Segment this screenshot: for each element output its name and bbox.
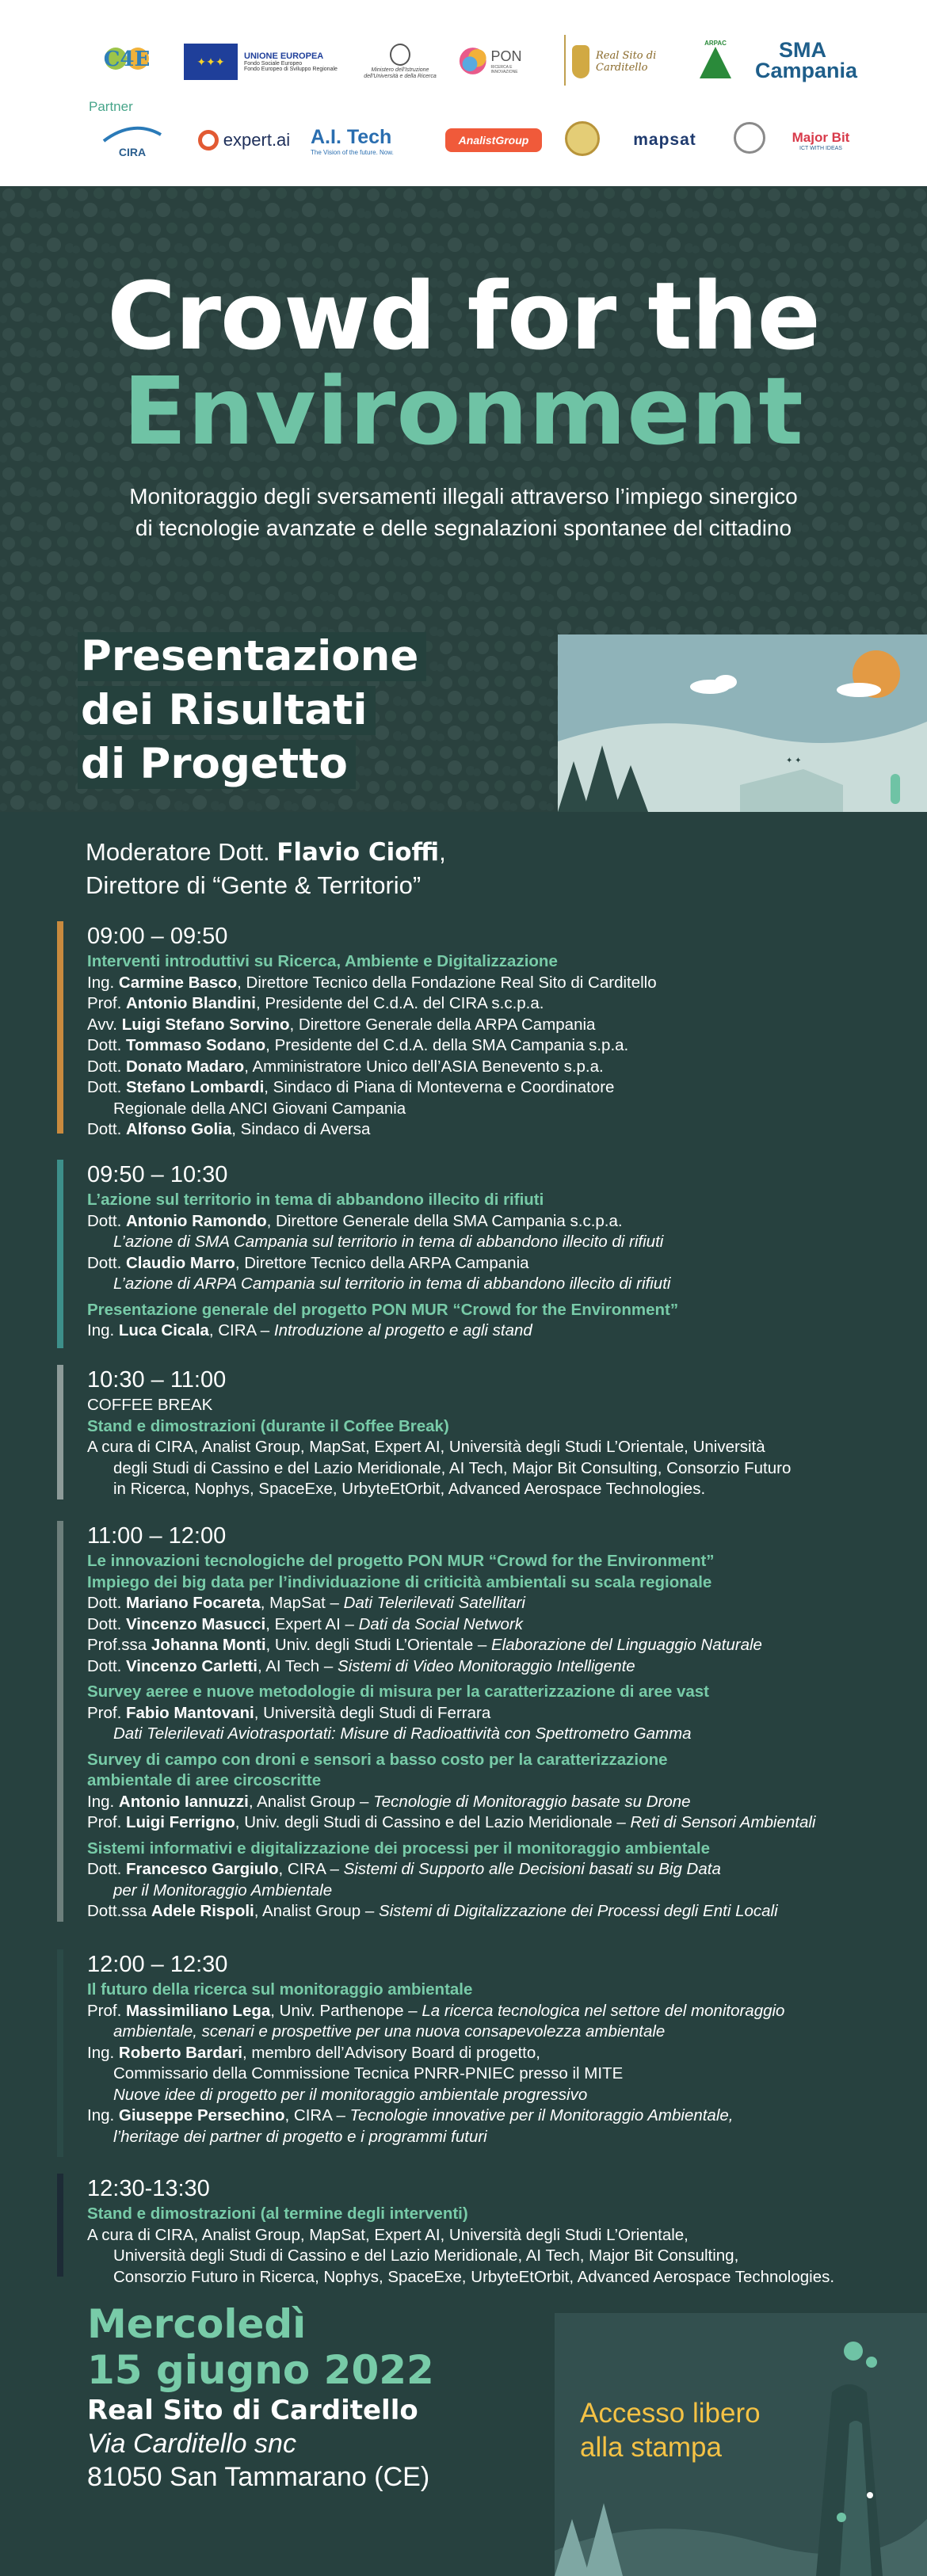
speaker-line: Prof.ssa Johanna Monti, Univ. degli Studi L’Orientale – Elaborazione del Linguaggio Naturale: [87, 1636, 762, 1654]
venue-name: Real Sito di Carditello: [87, 2395, 418, 2426]
presentation-line3: di Progetto: [78, 740, 356, 789]
program-block-0900: [57, 921, 897, 1141]
eu-logo-sub2: Fondo Europeo di Sviluppo Regionale: [244, 67, 338, 72]
pon-logo-text: PON: [490, 48, 522, 64]
speaker-line: Ing. Antonio Iannuzzi, Analist Group – Tecnologie di Monitoraggio basate su Drone: [87, 1792, 691, 1811]
pon-logo-mark: [458, 45, 487, 77]
program-bar: [57, 1949, 63, 2157]
speaker-line: Prof. Fabio Mantovani, Università degli Studi di Ferrara: [87, 1703, 491, 1722]
mapsat-logo: [613, 127, 716, 154]
talk-title: ambientale, scenari e prospettive per una nuova consapevolezza ambientale: [113, 2022, 666, 2041]
talk-title: per il Monitoraggio Ambientale: [113, 1881, 333, 1900]
real-sito-text: Real Sito di Carditello: [596, 50, 657, 74]
section-title: Survey di campo con droni e sensori a basso costo per la caratterizzazione: [87, 1750, 668, 1769]
speaker-line: Ing. Carmine Basco, Direttore Tecnico della Fondazione Real Sito di Carditello: [87, 973, 657, 992]
talk-title: Nuove idee di progetto per il monitoraggio ambientale progressivo: [113, 2085, 588, 2104]
sma-campania-text: SMA Campania: [755, 38, 858, 82]
university-seal-icon: [734, 122, 765, 154]
landscape-illustration: [558, 634, 927, 812]
speaker-line: Prof. Massimiliano Lega, Univ. Parthenope – La ricerca tecnologica nel settore del monitoraggio: [87, 2001, 785, 2020]
presentation-line2: dei Risultati: [78, 686, 376, 735]
analist-group-logo: [445, 128, 542, 152]
speaker-line: Dott. Donato Madaro, Amministratore Unico dell’ASIA Benevento s.p.a.: [87, 1057, 604, 1076]
section-title: Interventi introduttivi su Ricerca, Ambiente e Digitalizzazione: [87, 952, 558, 970]
analist-group-text: AnalistGroup: [458, 134, 529, 147]
program-time: 12:00 – 12:30: [87, 1952, 228, 1977]
speaker-role: Commissario della Commissione Tecnica PNRR-PNIEC presso il MITE: [113, 2064, 624, 2083]
section-title: Stand e dimostrazioni (durante il Coffee Break): [87, 1416, 449, 1435]
program-time: 09:00 – 09:50: [87, 924, 228, 949]
ministry-logo-text: Ministero dell'Istruzione dell'Università e della Ricerca: [364, 67, 437, 79]
speaker-line: Dott. Vincenzo Masucci, Expert AI – Dati da Social Network: [87, 1614, 523, 1633]
eu-logo-name: UNIONE EUROPEA: [244, 51, 324, 61]
svg-text:✦ ✦: ✦ ✦: [786, 756, 802, 765]
seal-icon: [565, 121, 600, 156]
section-title: Survey aeree e nuove metodologie di misura per la caratterizzazione di aree vast: [87, 1682, 710, 1701]
speaker-line-cont: Regionale della ANCI Giovani Campania: [113, 1099, 406, 1118]
moderator-line: Moderatore Dott. Flavio Cioffi,: [86, 838, 446, 867]
program-block-1030: [57, 1365, 897, 1500]
speaker-line: Dott. Francesco Gargiulo, CIRA – Sistemi di Supporto alle Decisioni basati su Big Data: [87, 1860, 721, 1878]
stand-line: A cura di CIRA, Analist Group, MapSat, Expert AI, Università degli Studi L’Orientale, Università: [87, 1438, 765, 1456]
talk-title: L’azione di SMA Campania sul territorio in tema di abbandono illecito di rifiuti: [113, 1233, 664, 1251]
cira-logo-text: CIRA: [118, 146, 147, 158]
stand-line-cont: Università degli Studi di Cassino e del Lazio Meridionale, AI Tech, Major Bit Consulting,: [113, 2246, 739, 2265]
event-subtitle: [63, 481, 864, 544]
speaker-line: Dott.ssa Adele Rispoli, Analist Group – Sistemi di Digitalizzazione dei Processi degli Enti Locali: [87, 1902, 778, 1920]
ministry-emblem-icon: [390, 44, 410, 66]
pon-logo-sub: RICERCA E INNOVAZIONE: [490, 64, 518, 74]
program-bar: [57, 921, 63, 1134]
cfe-logo: [89, 40, 165, 79]
partner-label: Partner: [89, 99, 133, 114]
expert-ai-logo: [189, 122, 299, 158]
section-title: Stand e dimostrazioni (al termine degli interventi): [87, 2204, 468, 2223]
event-date-text: 15 giugno 2022: [87, 2347, 434, 2393]
major-bit-sub: ICT WITH IDEAS: [799, 145, 842, 151]
hero-section: [0, 186, 927, 812]
program-block-1230: [57, 2174, 897, 2288]
program-time: 11:00 – 12:00: [87, 1523, 227, 1549]
ai-tech-sub: The Vision of the future. Now.: [311, 149, 394, 156]
cira-logo: [89, 119, 176, 163]
stand-line-cont: degli Studi di Cassino e del Lazio Meridionale, AI Tech, Major Bit Consulting, Consorzio Futuro: [113, 1458, 792, 1477]
speaker-line: Dott. Alfonso Golia, Sindaco di Aversa: [87, 1120, 371, 1138]
section-title: Sistemi informativi e digitalizzazione dei processi per il monitoraggio ambientale: [87, 1839, 711, 1858]
seal-logo: [564, 120, 601, 157]
footer-illustration: [555, 2313, 927, 2576]
sma-campania-logo: [751, 35, 858, 86]
speaker-line: Dott. Vincenzo Carletti, AI Tech – Sistemi di Video Monitoraggio Intelligente: [87, 1656, 635, 1675]
eu-logo: [184, 44, 342, 80]
subtitle-line1: Monitoraggio degli sversamenti illegali attraverso l’impiego sinergico: [129, 484, 798, 509]
speaker-line: Avv. Luigi Stefano Sorvino, Direttore Generale della ARPA Campania: [87, 1015, 596, 1034]
program-time: 09:50 – 10:30: [87, 1162, 228, 1187]
press-line1: Accesso libero: [580, 2398, 761, 2429]
stand-line-cont: Consorzio Futuro in Ricerca, Nophys, SpaceExe, UrbyteEtOrbit, Advanced Aerospace Technologies.: [113, 2267, 835, 2286]
section-title: Impiego dei big data per l’individuazione di criticità ambientali su scala regionale: [87, 1572, 712, 1591]
section-title: Il futuro della ricerca sul monitoraggio ambientale: [87, 1980, 473, 1999]
speaker-line: Ing. Roberto Bardari, membro dell’Advisory Board di progetto,: [87, 2043, 540, 2062]
speaker-line: Ing. Luca Cicala, CIRA – Introduzione al progetto e agli stand: [87, 1321, 532, 1339]
major-bit-text: Major Bit: [792, 129, 850, 145]
ministry-logo: [357, 38, 444, 86]
talk-title: l’heritage dei partner di progetto e i programmi futuri: [113, 2127, 487, 2146]
program-block-0950: [57, 1160, 897, 1342]
event-title-line2: Environment: [123, 356, 804, 466]
speaker-line: Prof. Antonio Blandini, Presidente del C.d.A. del CIRA s.c.p.a.: [87, 994, 544, 1012]
ai-tech-logo: [311, 119, 429, 163]
cira-swoosh-icon: [101, 124, 164, 146]
moderator-info: [86, 836, 446, 902]
event-venue: [87, 2394, 429, 2494]
program-bar: [57, 1521, 63, 1922]
section-title: L’azione sul territorio in tema di abbandono illecito di rifiuti: [87, 1191, 544, 1209]
cfe-logo-text: C4E: [103, 48, 151, 71]
program-bar: [57, 1365, 63, 1499]
program-block-1100: [57, 1521, 897, 1922]
expert-ai-mark-icon: [198, 130, 219, 151]
arpac-logo: [697, 33, 734, 84]
venue-street: Via Carditello snc: [87, 2429, 296, 2459]
program-block-1200: [57, 1949, 897, 2147]
subtitle-line2: di tecnologie avanzate e delle segnalazioni spontanee del cittadino: [135, 516, 792, 540]
partner-logo-strip: [0, 0, 927, 186]
moderator-role: Direttore di “Gente & Territorio”: [86, 871, 422, 899]
presentation-line1: Presentazione: [78, 632, 426, 681]
major-bit-logo: [781, 122, 860, 158]
program-time: 12:30-13:30: [87, 2176, 210, 2201]
arpac-mountain-icon: [700, 47, 731, 78]
section-title: Le innovazioni tecnologiche del progetto PON MUR “Crowd for the Environment”: [87, 1552, 715, 1570]
coffee-break-label: COFFEE BREAK: [87, 1396, 213, 1414]
event-date: [87, 2301, 434, 2393]
speaker-line: Dott. Stefano Lombardi, Sindaco di Piana di Monteverna e Coordinatore: [87, 1078, 615, 1096]
pon-logo: [458, 41, 537, 81]
press-line2: alla stampa: [580, 2432, 722, 2463]
speaker-line: Dott. Antonio Ramondo, Direttore Generale della SMA Campania s.c.p.a.: [87, 1211, 623, 1230]
eu-flag-icon: ✦✦✦: [184, 44, 238, 80]
event-day: Mercoledì: [87, 2301, 307, 2347]
talk-title: L’azione di ARPA Campania sul territorio in tema di abbandono illecito di rifiuti: [113, 1275, 671, 1293]
talk-title: Dati Telerilevati Aviotrasportati: Misure di Radioattività con Spettrometro Gamma: [113, 1724, 692, 1743]
speaker-line: Dott. Tommaso Sodano, Presidente del C.d.A. della SMA Campania s.p.a.: [87, 1036, 629, 1054]
arpac-text: ARPAC: [704, 39, 727, 47]
moderator-name: Flavio Cioffi: [277, 838, 440, 867]
stand-line: A cura di CIRA, Analist Group, MapSat, Expert AI, Università degli Studi L’Orientale,: [87, 2225, 689, 2244]
eu-logo-sub: Fondo Sociale Europeo: [244, 61, 303, 67]
program-time: 10:30 – 11:00: [87, 1367, 227, 1393]
program-bar: [57, 1160, 63, 1348]
press-access-note: [580, 2396, 761, 2464]
speaker-line: Prof. Luigi Ferrigno, Univ. degli Studi di Cassino e del Lazio Meridionale – Reti di Sensori Ambientali: [87, 1813, 816, 1831]
crest-icon: [572, 45, 589, 78]
section-title-cont: ambientale di aree circoscritte: [87, 1771, 322, 1789]
expert-ai-text: expert.ai: [223, 130, 291, 150]
speaker-line: Dott. Claudio Marro, Direttore Tecnico della ARPA Campania: [87, 1253, 529, 1272]
university-seal-logo: [732, 120, 767, 155]
speaker-line: Ing. Giuseppe Persechino, CIRA – Tecnologie innovative per il Monitoraggio Ambientale,: [87, 2106, 734, 2124]
section-title: Presentazione generale del progetto PON MUR “Crowd for the Environment”: [87, 1300, 679, 1319]
speaker-line: Dott. Mariano Focareta, MapSat – Dati Telerilevati Satellitari: [87, 1594, 525, 1612]
venue-city: 81050 San Tammarano (CE): [87, 2462, 430, 2492]
program-bar: [57, 2174, 63, 2277]
stand-line-cont: in Ricerca, Nophys, SpaceExe, UrbyteEtOrbit, Advanced Aerospace Technologies.: [113, 1480, 706, 1498]
mapsat-text: mapsat: [633, 131, 696, 149]
event-title-line1: Crowd for the: [107, 261, 820, 371]
logo-divider: [564, 35, 566, 86]
ai-tech-text: A.I. Tech: [311, 126, 392, 148]
real-sito-logo: [572, 38, 691, 86]
